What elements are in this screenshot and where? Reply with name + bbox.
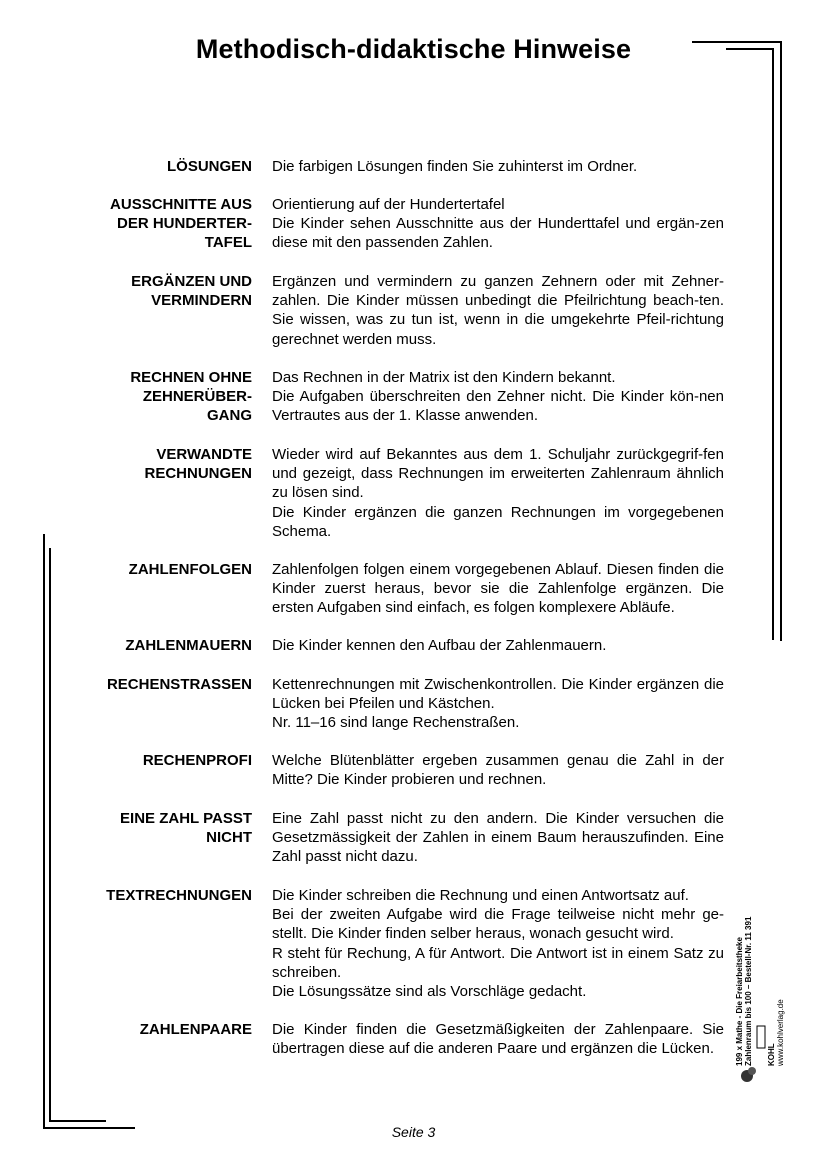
entry-paragraph: Ergänzen und vermindern zu ganzen Zehnern oder mit Zehner-zahlen. Die Kinder müssen unbedingt die Pfeilrichtung beach-ten. Sie wissen, was zu tun ist, wenn in die umgekehrte Pfeil-richtung gerechnet werden muss. [272,273,724,348]
sidebar-series: 199 x Mathe - Die Freiarbeitstheke [735,937,744,1066]
entry-paragraph: Nr. 11–16 sind lange Rechenstraßen. [272,714,520,732]
entry-heading: VERWANDTE RECHNUNGEN [144,446,252,483]
entry-body [272,272,724,349]
entry-heading: RECHENPROFI [142,752,252,769]
entry-heading: ZAHLENPAARE [139,1021,252,1038]
entry-heading: TEXTRECHNUNGEN [106,887,252,904]
entry-paragraph: Die Kinder finden die Gesetzmäßigkeiten der Zahlenpaare. Sie übertragen diese auf die anderen Paare und ergänzen die Lücken. [272,1021,724,1058]
entry-body [272,157,724,176]
entry-paragraph: Das Rechnen in der Matrix ist den Kindern bekannt. [272,369,616,386]
entry-heading: EINE ZAHL PASST NICHT [120,810,252,847]
entry-heading: RECHNEN OHNE ZEHNERÜBER- GANG [130,369,252,425]
entry-paragraph: Die farbigen Lösungen finden Sie zuhinterst im Ordner. [272,158,638,175]
sidebar-order-number: Zahlenraum bis 100 – Bestell-Nr. 11 391 [744,916,753,1066]
entry-body [272,809,724,867]
entry-paragraph: Die Kinder kennen den Aufbau der Zahlenmauern. [272,637,607,654]
entry-body [272,560,724,618]
entry-paragraph: Die Kinder ergänzen die ganzen Rechnungen im vorgegebenen Schema. [272,503,724,540]
entry-heading: LÖSUNGEN [166,158,252,175]
entry-paragraph: Die Kinder schreiben die Rechnung und einen Antwortsatz auf. [272,887,689,904]
entry-body [272,368,724,426]
entry-body [272,1020,724,1058]
entry-paragraph: Kettenrechnungen mit Zwischenkontrollen. Die Kinder ergänzen die Lücken bei Pfeilen und Kästchen. [272,676,724,713]
page-title: Methodisch-didaktische Hinweise [195,34,632,64]
entry-paragraph: Welche Blütenblätter ergeben zusammen genau die Zahl in der Mitte? Die Kinder probieren und rechnen. [272,752,724,789]
entry-paragraph: Die Kinder sehen Ausschnitte aus der Hunderttafel und ergän-zen diese mit den passenden Zahlen. [272,215,724,252]
entry-heading: RECHENSTRASSEN [106,676,252,693]
entry-heading: ERGÄNZEN UND VERMINDERN [131,273,252,310]
frame-decoration-top-right-inner [726,48,774,640]
entry-body [272,636,724,655]
entry-body [272,751,724,789]
sidebar-url: www.kohlverlag.de [776,999,785,1066]
entry-body [272,886,724,1001]
entry-body [272,445,724,541]
entry-heading: ZAHLENFOLGEN [128,561,252,578]
entry-body [272,195,724,253]
entry-body [272,675,724,733]
entry-paragraph: Die Aufgaben überschreiten den Zehner nicht. Die Kinder kön-nen Vertrautes aus der 1. Klasse anwenden. [272,388,724,425]
publisher-sidebar [735,806,785,1066]
entry-paragraph: Zahlenfolgen folgen einem vorgegebenen Ablauf. Diesen finden die Kinder zuerst heraus, bevor sie die Zahlenfolge ergänzen. Die ersten Aufgaben sind einfach, es folgen komplexere Abläufe. [272,561,724,617]
sidebar-publisher: KOHL [767,1043,776,1066]
entry-heading: ZAHLENMAUERN [125,637,252,654]
entry-paragraph: Orientierung auf der Hundertertafel [272,196,505,213]
entry-paragraph: Eine Zahl passt nicht zu den andern. Die Kinder versuchen die Gesetzmässigkeit der Zahlen in einem Baum herauszufinden. Eine Zahl passt nicht dazu. [272,810,724,866]
entry-paragraph: Die Lösungssätze sind als Vorschläge gedacht. [272,983,587,1001]
entry-paragraph: R steht für Rechung, A für Antwort. Die Antwort ist in einem Satz zu schreiben. [272,944,724,981]
entry-paragraph: Wieder wird auf Bekanntes aus dem 1. Schuljahr zurückgegrif-fen und gezeigt, dass Rechnungen im erweiterten Zahlenraum ähnlich zu lösen sind. [272,446,724,502]
entry-heading: AUSSCHNITTE AUS DER HUNDERTER- TAFEL [110,196,252,252]
entry-paragraph: Bei der zweiten Aufgabe wird die Frage teilweise nicht mehr ge-stellt. Die Kinder finden selber heraus, wonach gesucht wird. [272,906,724,943]
page-number: Seite 3 [391,1124,436,1140]
